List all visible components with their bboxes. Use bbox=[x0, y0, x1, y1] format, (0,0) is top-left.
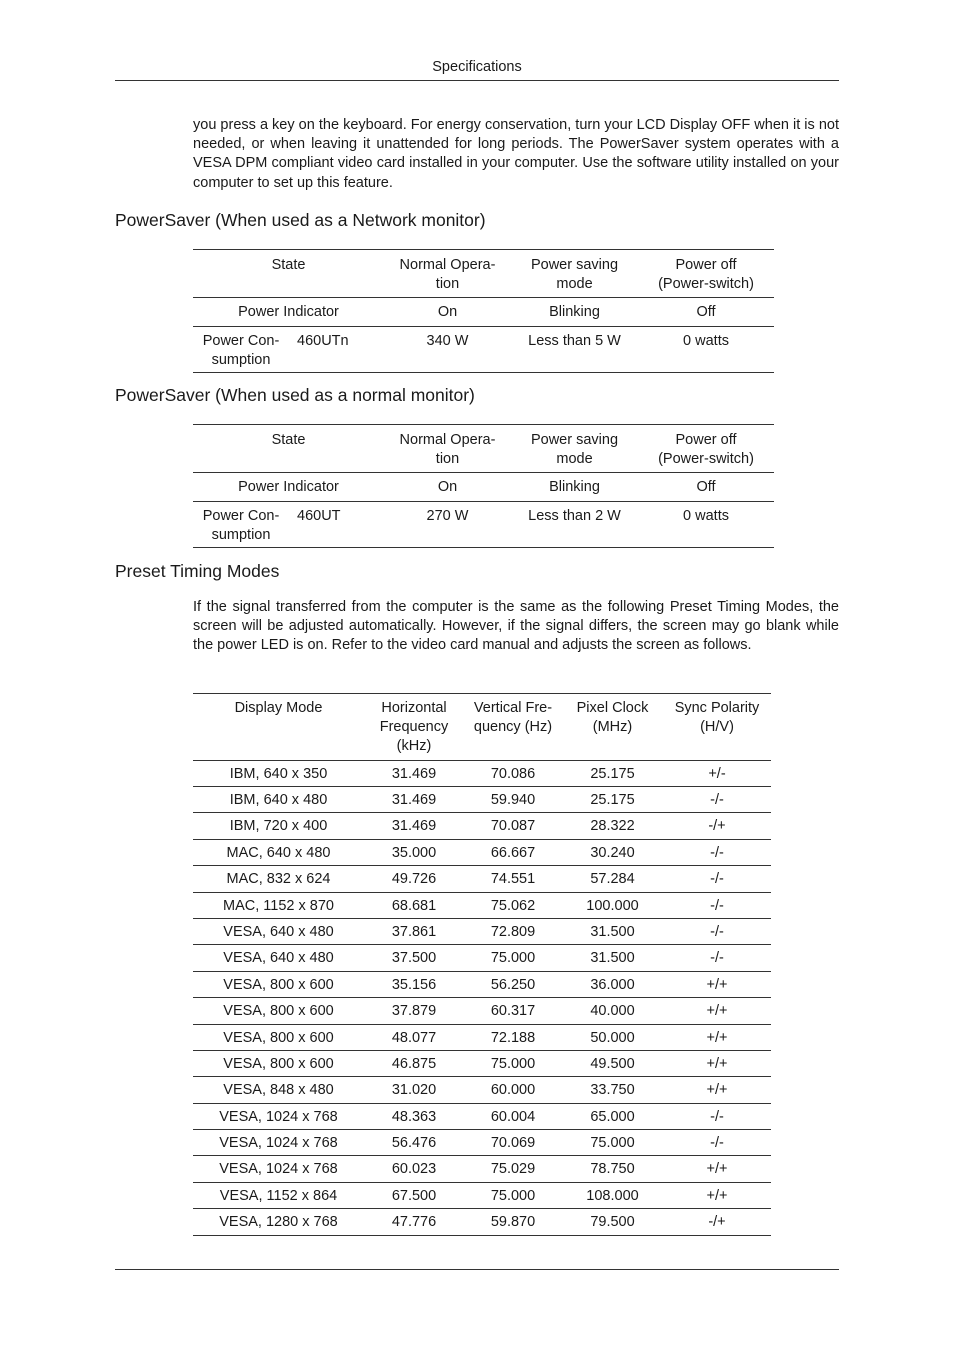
table-cell: Off bbox=[696, 479, 716, 496]
table-row bbox=[193, 998, 771, 1024]
table-cell: 75.000 bbox=[490, 1187, 536, 1204]
consumption-label-cell bbox=[193, 501, 384, 547]
table-cell: 48.077 bbox=[391, 1029, 437, 1046]
table-cell: 270 W bbox=[426, 507, 469, 524]
table-cell: 35.000 bbox=[391, 844, 437, 861]
table-row bbox=[193, 971, 771, 997]
consumption-label-cell bbox=[193, 326, 384, 372]
table-cell: VESA, 1024 x 768 bbox=[219, 1135, 338, 1152]
table-cell: +/+ bbox=[706, 1055, 728, 1072]
table-cell: Blinking bbox=[549, 479, 600, 496]
table-cell: -/- bbox=[710, 1135, 724, 1152]
power-indicator-row bbox=[193, 298, 774, 326]
table-cell: 33.750 bbox=[590, 1082, 635, 1099]
table-cell: 28.322 bbox=[590, 818, 635, 835]
table-cell: 70.086 bbox=[490, 765, 536, 782]
table-cell: 79.500 bbox=[590, 1214, 635, 1231]
table-cell: 0 watts bbox=[683, 507, 729, 524]
network-powersaver-table bbox=[193, 249, 774, 373]
table-cell: 30.240 bbox=[590, 844, 635, 861]
table-cell: VESA, 800 x 600 bbox=[223, 1055, 334, 1072]
table-cell: IBM, 640 x 480 bbox=[229, 792, 328, 808]
table-cell: 40.000 bbox=[590, 1003, 635, 1020]
table-cell: VESA, 800 x 600 bbox=[223, 1003, 334, 1020]
table-cell: On bbox=[437, 304, 458, 321]
table-row bbox=[193, 918, 771, 944]
table-cell: IBM, 640 x 350 bbox=[229, 765, 328, 782]
table-cell: 31.500 bbox=[590, 950, 635, 967]
table-cell: 72.188 bbox=[490, 1029, 536, 1046]
table-cell: 67.500 bbox=[391, 1187, 437, 1204]
table-cell: -/+ bbox=[708, 818, 726, 835]
model-name: 460UT bbox=[297, 507, 341, 524]
table-cell: Power Indicator bbox=[238, 304, 339, 321]
timing-section-heading: Preset Timing Modes bbox=[115, 561, 280, 581]
table-row bbox=[193, 1182, 771, 1208]
model-name: 460UTn bbox=[297, 332, 349, 349]
table-cell: 60.023 bbox=[391, 1161, 437, 1178]
table-cell: 37.861 bbox=[391, 923, 437, 940]
table-row bbox=[193, 839, 771, 865]
table-cell: Less than 5 W bbox=[528, 332, 621, 349]
column-header: Normal Opera- tion bbox=[399, 432, 496, 468]
table-cell: -/- bbox=[710, 844, 724, 861]
table-cell: 49.500 bbox=[590, 1055, 635, 1072]
table-cell: 100.000 bbox=[586, 897, 639, 914]
table-cell: 50.000 bbox=[590, 1029, 635, 1046]
table-row bbox=[193, 760, 771, 786]
preset-timing-table bbox=[193, 693, 771, 1236]
table-cell: 78.750 bbox=[590, 1161, 635, 1178]
table-cell: -/- bbox=[710, 923, 724, 940]
table-cell: VESA, 640 x 480 bbox=[223, 923, 334, 940]
power-consumption-row bbox=[193, 501, 774, 547]
table-row bbox=[193, 892, 771, 918]
table-cell: 60.317 bbox=[490, 1003, 536, 1020]
table-cell: VESA, 800 x 600 bbox=[223, 976, 334, 993]
table-cell: -/- bbox=[710, 1108, 724, 1125]
table-cell: +/+ bbox=[706, 1082, 728, 1099]
intro-paragraph: you press a key on the keyboard. For energy conservation, turn your LCD Display OFF when it is not needed, or when leaving it unattended for long periods. The PowerSaver system operates with a VESA DPM compliant video card installed in your computer. Use the software utility installed on your computer to set up this feature. bbox=[193, 117, 839, 191]
timing-paragraph: If the signal transferred from the computer is the same as the following Preset Timing Modes, the screen will be adjusted automatically. However, if the signal differs, the screen may go blank while the power LED is on. Refer to the video card manual and adjusts the screen as follows. bbox=[193, 599, 839, 654]
table-row bbox=[193, 787, 771, 813]
table-cell: 66.667 bbox=[490, 844, 536, 861]
table-cell: MAC, 832 x 624 bbox=[226, 871, 331, 888]
table-cell: 65.000 bbox=[590, 1108, 635, 1125]
table-cell: +/- bbox=[708, 765, 726, 782]
table-cell: MAC, 1152 x 870 bbox=[223, 897, 334, 914]
table-cell: 31.469 bbox=[391, 765, 437, 782]
table-cell: -/- bbox=[710, 792, 724, 808]
table-row bbox=[193, 1103, 771, 1129]
column-header: Pixel Clock (MHz) bbox=[576, 700, 649, 736]
table-cell: 31.469 bbox=[391, 818, 437, 835]
column-header: Vertical Fre- quency (Hz) bbox=[473, 700, 553, 736]
table-cell: 46.875 bbox=[391, 1055, 437, 1072]
network-section-heading: PowerSaver (When used as a Network monitor) bbox=[115, 210, 486, 230]
column-header: Sync Polarity (H/V) bbox=[674, 700, 760, 736]
table-cell: 0 watts bbox=[683, 332, 729, 349]
table-cell: Off bbox=[696, 304, 716, 321]
table-cell: 37.879 bbox=[391, 1003, 437, 1020]
table-cell: VESA, 1152 x 864 bbox=[219, 1187, 338, 1204]
table-cell: Blinking bbox=[549, 304, 600, 321]
consumption-label: Power Con- sumption bbox=[202, 507, 280, 543]
table-cell: 75.000 bbox=[590, 1135, 635, 1152]
table-row bbox=[193, 813, 771, 839]
table-cell: VESA, 800 x 600 bbox=[223, 1029, 334, 1046]
table-cell: 68.681 bbox=[391, 897, 437, 914]
table-cell: Less than 2 W bbox=[528, 507, 621, 524]
table-row bbox=[193, 945, 771, 971]
table-cell: 31.020 bbox=[391, 1082, 437, 1099]
table-cell: VESA, 1024 x 768 bbox=[219, 1161, 338, 1178]
table-cell: VESA, 848 x 480 bbox=[223, 1082, 334, 1099]
table-cell: 57.284 bbox=[590, 871, 635, 888]
column-header: Normal Opera- tion bbox=[399, 257, 496, 293]
table-header-row bbox=[193, 694, 771, 761]
table-cell: 59.940 bbox=[490, 792, 536, 808]
table-row bbox=[193, 1024, 771, 1050]
column-header: Power off (Power-switch) bbox=[658, 432, 754, 468]
table-cell: 60.004 bbox=[490, 1108, 536, 1125]
power-indicator-row bbox=[193, 473, 774, 501]
table-cell: 25.175 bbox=[590, 792, 635, 808]
table-cell: +/+ bbox=[706, 1161, 728, 1178]
table-cell: +/+ bbox=[706, 1187, 728, 1204]
table-row bbox=[193, 1130, 771, 1156]
column-header: Horizontal Frequency (kHz) bbox=[379, 700, 449, 755]
normal-powersaver-table bbox=[193, 424, 774, 548]
table-cell: 75.062 bbox=[490, 897, 536, 914]
table-cell: 31.469 bbox=[391, 792, 437, 808]
table-row bbox=[193, 1050, 771, 1076]
table-cell: 56.476 bbox=[391, 1135, 437, 1152]
table-cell: VESA, 640 x 480 bbox=[223, 950, 334, 967]
footer-divider bbox=[115, 1269, 839, 1270]
table-cell: -/- bbox=[710, 897, 724, 914]
table-cell: 56.250 bbox=[490, 976, 536, 993]
table-cell: 75.029 bbox=[490, 1161, 536, 1178]
table-cell: 60.000 bbox=[490, 1082, 536, 1099]
table-row bbox=[193, 1156, 771, 1182]
table-cell: On bbox=[437, 479, 458, 496]
normal-section-heading: PowerSaver (When used as a normal monitor) bbox=[115, 385, 475, 405]
table-row bbox=[193, 866, 771, 892]
table-cell: MAC, 640 x 480 bbox=[226, 844, 331, 861]
table-cell: 59.870 bbox=[490, 1214, 536, 1231]
table-cell: +/+ bbox=[706, 976, 728, 993]
table-row bbox=[193, 1209, 771, 1235]
table-cell: VESA, 1280 x 768 bbox=[219, 1214, 338, 1231]
table-cell: 74.551 bbox=[490, 871, 536, 888]
table-cell: 340 W bbox=[426, 332, 469, 349]
power-consumption-row bbox=[193, 326, 774, 372]
table-cell: 31.500 bbox=[590, 923, 635, 940]
table-cell: -/- bbox=[710, 950, 724, 967]
table-cell: 108.000 bbox=[586, 1187, 639, 1204]
column-header: Display Mode bbox=[234, 700, 323, 716]
table-cell: IBM, 720 x 400 bbox=[229, 818, 328, 835]
table-cell: +/+ bbox=[706, 1029, 728, 1046]
table-cell: 47.776 bbox=[391, 1214, 437, 1231]
table-row bbox=[193, 1077, 771, 1103]
table-cell: 25.175 bbox=[590, 765, 635, 782]
table-cell: VESA, 1024 x 768 bbox=[219, 1108, 338, 1125]
table-cell: 70.087 bbox=[490, 818, 536, 835]
column-header: Power saving mode bbox=[530, 257, 619, 293]
consumption-label: Power Con- sumption bbox=[202, 332, 280, 368]
table-cell: -/+ bbox=[708, 1214, 726, 1231]
column-header: Power saving mode bbox=[530, 432, 619, 468]
table-cell: 75.000 bbox=[490, 950, 536, 967]
table-cell: Power Indicator bbox=[238, 479, 339, 496]
table-header-row bbox=[193, 250, 774, 298]
table-cell: 36.000 bbox=[590, 976, 635, 993]
column-header: State bbox=[271, 257, 306, 273]
table-cell: 49.726 bbox=[391, 871, 437, 888]
column-header: Power off (Power-switch) bbox=[658, 257, 754, 293]
table-cell: 72.809 bbox=[490, 923, 536, 940]
table-cell: 70.069 bbox=[490, 1135, 536, 1152]
table-cell: 75.000 bbox=[490, 1055, 536, 1072]
table-cell: -/- bbox=[710, 871, 724, 888]
table-cell: 48.363 bbox=[391, 1108, 437, 1125]
header-divider bbox=[115, 80, 839, 81]
table-cell: 35.156 bbox=[391, 976, 437, 993]
table-cell: 37.500 bbox=[391, 950, 437, 967]
table-cell: +/+ bbox=[706, 1003, 728, 1020]
page-header-title: Specifications bbox=[432, 59, 522, 75]
table-header-row bbox=[193, 425, 774, 473]
column-header: State bbox=[271, 432, 306, 448]
